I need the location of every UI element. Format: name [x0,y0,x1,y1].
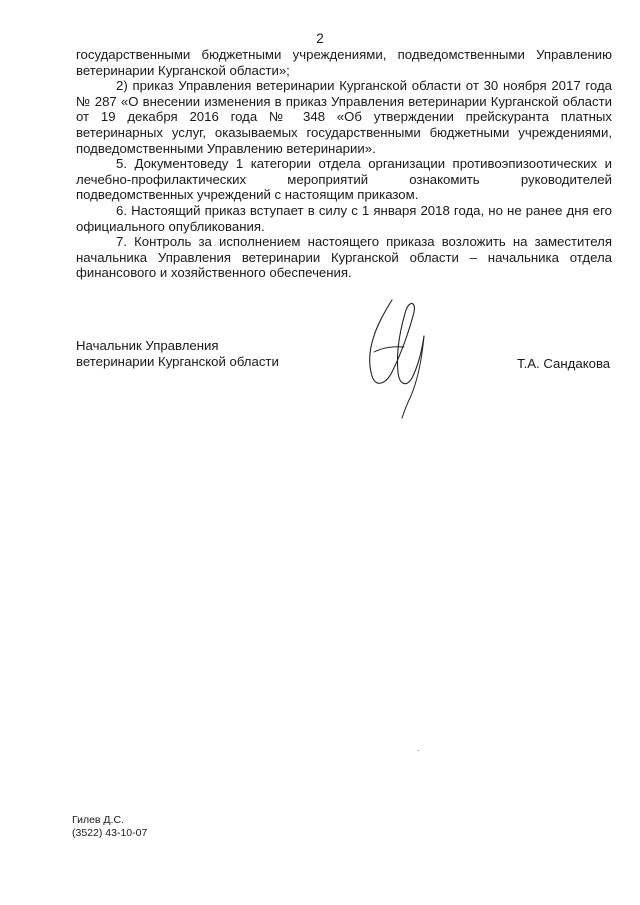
signatory-position-line-1: Начальник Управления [76,338,219,353]
executor-phone: (3522) 43-10-07 [72,827,148,839]
paragraph-item-7: 7. Контроль за исполнением настоящего приказа возложить на заместителя начальника Управления ветеринарии Курганской области – начальника отдела финансового и хозяйственного обеспечения. [76,234,612,281]
paragraph-continuation: государственными бюджетными учреждениями, подведомственными Управлению ветеринарии Курганской области»; [76,47,612,78]
scan-speck [418,750,419,751]
paragraph-item-6: 6. Настоящий приказ вступает в силу с 1 января 2018 года, но не ранее дня его официального опубликования. [76,202,612,234]
executor-footer [72,814,147,840]
signatory-position [76,338,279,370]
page-number: 2 [316,31,324,46]
paragraph-item-5: 5. Документоведу 1 категории отдела организации противоэпизоотических и лечебно-профилактических мероприятий ознакомить руководителей подведомственных учреждений с настоящим приказом. [76,156,612,203]
signatory-position-line-2: ветеринарии Курганской области [76,354,279,369]
signatory-name: Т.А. Сандакова [517,356,611,371]
document-body [76,47,612,281]
executor-name: Гилев Д.С. [72,814,124,826]
handwritten-signature [352,292,442,422]
paragraph-item-2: 2) приказ Управления ветеринарии Курганской области от 30 ноября 2017 года № 287 «О внесении изменения в приказ Управления ветеринарии Курганской области от 19 декабря 2016 года № 348 «Об утверждении прейскуранта платных ветеринарных услуг, оказываемых государственными бюджетными учреждениями, подведомственными Управлению ветеринарии». [76,78,612,156]
